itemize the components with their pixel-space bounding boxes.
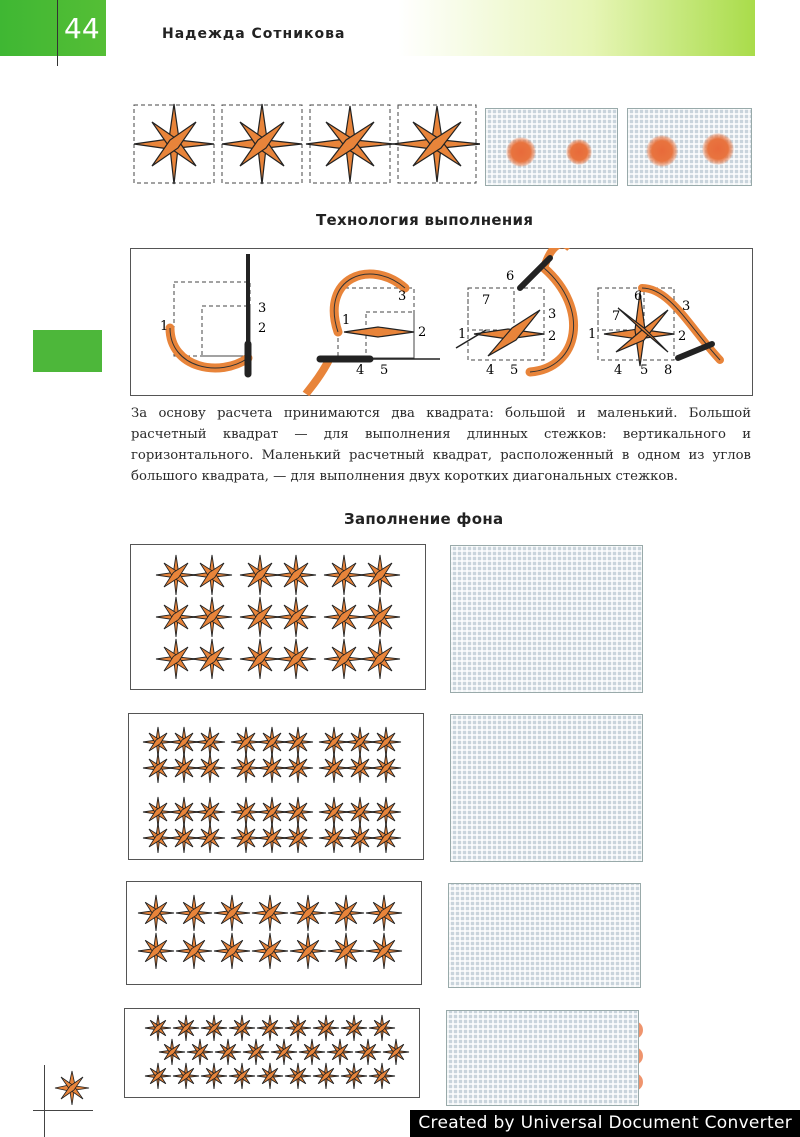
stitch-star xyxy=(169,797,199,827)
stitch-star xyxy=(324,639,364,679)
fabric-photo-pattern-3 xyxy=(448,883,641,988)
stitch-star xyxy=(283,797,313,827)
stitch-star xyxy=(313,1015,339,1041)
stitch-star xyxy=(371,797,401,827)
stitch-star xyxy=(195,797,225,827)
stitch-star xyxy=(240,639,280,679)
stitch-star xyxy=(143,727,173,757)
svg-text:1: 1 xyxy=(588,327,597,342)
svg-text:2: 2 xyxy=(678,329,687,344)
stitch-star xyxy=(328,895,364,931)
stitch-star xyxy=(159,1039,185,1065)
stitch-star xyxy=(169,823,199,853)
svg-text:7: 7 xyxy=(612,309,621,324)
stitch-star xyxy=(271,1039,297,1065)
stitch-star xyxy=(145,1015,171,1041)
stitch-star xyxy=(360,639,400,679)
stitch-star xyxy=(169,753,199,783)
svg-text:2: 2 xyxy=(548,329,557,344)
section-title-technique: Технология выполнения xyxy=(316,211,534,229)
svg-text:7: 7 xyxy=(482,293,491,308)
svg-text:5: 5 xyxy=(640,363,649,378)
svg-text:1: 1 xyxy=(458,327,467,342)
stitch-star xyxy=(195,823,225,853)
stitch-star xyxy=(319,823,349,853)
svg-text:5: 5 xyxy=(380,363,389,378)
stitch-star xyxy=(231,797,261,827)
stitch-star xyxy=(360,555,400,595)
stitch-star xyxy=(283,727,313,757)
fabric-photo-pattern-1 xyxy=(450,545,643,693)
svg-text:3: 3 xyxy=(258,301,267,316)
stitch-star xyxy=(290,895,326,931)
stitch-star xyxy=(145,1063,171,1089)
stitch-star xyxy=(195,727,225,757)
stitch-star xyxy=(173,1015,199,1041)
stitch-star xyxy=(276,639,316,679)
stitch-star xyxy=(229,1015,255,1041)
stitch-star xyxy=(324,555,364,595)
stitch-star xyxy=(215,1039,241,1065)
svg-text:4: 4 xyxy=(614,363,623,378)
svg-text:1: 1 xyxy=(160,319,169,334)
stitch-star xyxy=(283,823,313,853)
fabric-photo-pattern-2 xyxy=(450,714,643,862)
stitch-star xyxy=(257,1063,283,1089)
stitch-star xyxy=(229,1063,255,1089)
svg-text:4: 4 xyxy=(486,363,495,378)
stitch-star xyxy=(176,933,212,969)
stitch-star xyxy=(143,753,173,783)
stitch-star xyxy=(328,933,364,969)
stitch-star xyxy=(319,727,349,757)
description-paragraph: За основу расчета принимаются два квадрата: большой и маленький. Большой расчетный квадрат — для выполнения длинных стежков: вертикального и горизонтального. Маленький расчетный квадрат, расположенный в одном из углов большого квадрата, — для выполнения двух коротких диагональных стежков. xyxy=(131,406,751,484)
stitch-star xyxy=(341,1063,367,1089)
stitch-star xyxy=(138,895,174,931)
svg-text:6: 6 xyxy=(506,269,515,284)
stitch-star xyxy=(319,797,349,827)
stitch-star xyxy=(285,1063,311,1089)
stitch-star xyxy=(192,639,232,679)
stitch-star xyxy=(276,555,316,595)
stitch-star xyxy=(371,753,401,783)
stitch-star xyxy=(231,727,261,757)
corner-star-icon xyxy=(52,1068,92,1108)
stitch-star xyxy=(276,597,316,637)
stitch-star xyxy=(192,597,232,637)
stitch-star xyxy=(313,1063,339,1089)
stitch-star xyxy=(257,727,287,757)
svg-text:6: 6 xyxy=(634,289,643,304)
stitch-star xyxy=(156,639,196,679)
stitch-star xyxy=(285,1015,311,1041)
stitch-star xyxy=(156,597,196,637)
svg-text:1: 1 xyxy=(342,313,351,328)
fabric-photo-pattern-4 xyxy=(446,1010,639,1106)
stitch-star xyxy=(257,823,287,853)
stitch-star xyxy=(290,933,326,969)
stitch-star xyxy=(327,1039,353,1065)
svg-text:3: 3 xyxy=(398,289,407,304)
corner-line-horizontal xyxy=(33,1110,93,1111)
section-title-background: Заполнение фона xyxy=(344,510,504,528)
stitch-star xyxy=(324,597,364,637)
stitch-star xyxy=(143,823,173,853)
stitch-star xyxy=(243,1039,269,1065)
stitch-star xyxy=(231,823,261,853)
stitch-star xyxy=(371,727,401,757)
stitch-star xyxy=(240,555,280,595)
svg-text:3: 3 xyxy=(682,299,691,314)
stitch-star xyxy=(214,895,250,931)
stitch-star xyxy=(257,753,287,783)
stitch-star xyxy=(319,753,349,783)
svg-text:2: 2 xyxy=(258,321,267,336)
stitch-star xyxy=(371,823,401,853)
stitch-star xyxy=(366,933,402,969)
stitch-star xyxy=(369,1063,395,1089)
stitch-star xyxy=(187,1039,213,1065)
stitch-star xyxy=(360,597,400,637)
stitch-star xyxy=(231,753,261,783)
stitch-star xyxy=(355,1039,381,1065)
stitch-star xyxy=(345,727,375,757)
stitch-star xyxy=(143,797,173,827)
stitch-star xyxy=(345,797,375,827)
stitch-star xyxy=(341,1015,367,1041)
stitch-star xyxy=(138,933,174,969)
stitch-star xyxy=(252,933,288,969)
stitch-star xyxy=(176,895,212,931)
svg-text:5: 5 xyxy=(510,363,519,378)
svg-text:4: 4 xyxy=(356,363,365,378)
stitch-star xyxy=(156,555,196,595)
stitch-star xyxy=(173,1063,199,1089)
stitch-star xyxy=(214,933,250,969)
stitch-star xyxy=(201,1063,227,1089)
stitch-star xyxy=(169,727,199,757)
stitch-star xyxy=(366,895,402,931)
stitch-star xyxy=(192,555,232,595)
stitch-star xyxy=(345,753,375,783)
stitch-star xyxy=(299,1039,325,1065)
svg-text:8: 8 xyxy=(664,363,673,378)
stitch-star xyxy=(283,753,313,783)
converter-watermark: Created by Universal Document Converter xyxy=(410,1110,800,1137)
svg-text:2: 2 xyxy=(418,325,427,340)
svg-text:3: 3 xyxy=(548,307,557,322)
stitch-star xyxy=(257,1015,283,1041)
stitch-star xyxy=(383,1039,409,1065)
stitch-star xyxy=(252,895,288,931)
stitch-star xyxy=(369,1015,395,1041)
stitch-star xyxy=(201,1015,227,1041)
page-number: 44 xyxy=(64,11,100,45)
stitch-star xyxy=(195,753,225,783)
corner-line-vertical xyxy=(44,1065,45,1137)
stitch-star xyxy=(257,797,287,827)
stitch-star xyxy=(345,823,375,853)
author-name: Надежда Сотникова xyxy=(162,26,346,42)
stitch-star xyxy=(240,597,280,637)
